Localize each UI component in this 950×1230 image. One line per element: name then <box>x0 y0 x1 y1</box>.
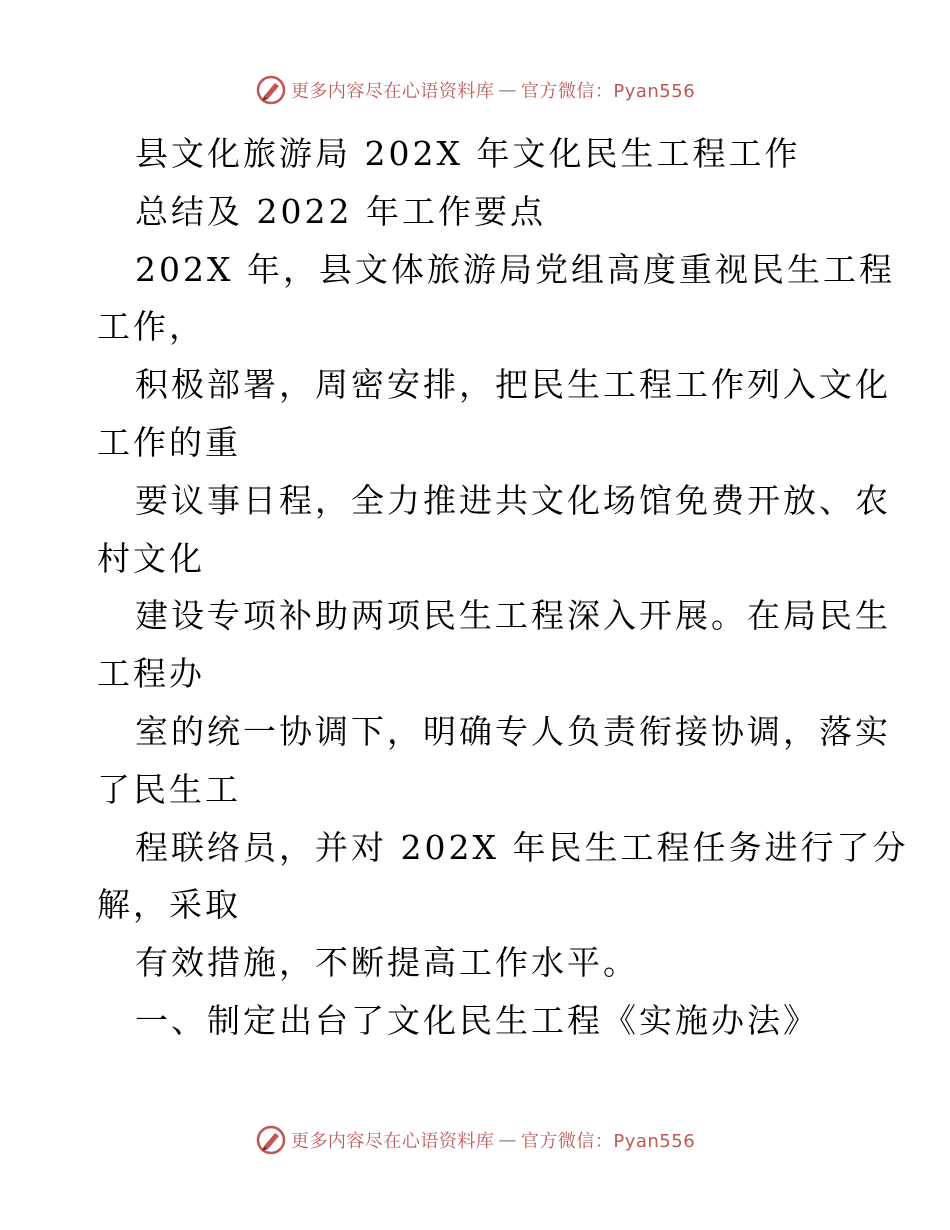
text-line: 县文化旅游局 202X 年文化民生工程工作 <box>135 134 801 173</box>
footer-banner <box>0 1120 950 1160</box>
text-line: 积极部署，周密安排，把民生工程工作列入文化 <box>135 365 891 405</box>
banner-wechat: 官方微信：Pyan556 <box>520 81 696 102</box>
text-line: 工作的重 <box>97 422 241 462</box>
banner-content <box>255 74 695 106</box>
text-line: 程联络员，并对 202X 年民生工程任务进行了分 <box>135 827 909 867</box>
text-line: 村文化 <box>97 538 205 578</box>
text-line: 一、制定出台了文化民生工程《实施办法》 <box>135 1000 819 1040</box>
text-line: 202X 年，县文体旅游局党组高度重视民生工程 <box>135 249 895 289</box>
banner-wechat: 官方微信：Pyan556 <box>520 1131 696 1152</box>
document-body <box>97 125 909 1050</box>
pen-logo-icon <box>255 1124 287 1156</box>
banner-text: 更多内容尽在心语资料库 <box>290 1131 495 1152</box>
text-line: 了民生工 <box>97 769 241 809</box>
text-line: 有效措施，不断提高工作水平。 <box>135 943 639 983</box>
banner-content <box>255 1124 695 1156</box>
banner-separator: — <box>498 1129 517 1151</box>
pen-logo-icon <box>255 74 287 106</box>
banner-text: 更多内容尽在心语资料库 <box>290 81 495 102</box>
text-line: 总结及 2022 年工作要点 <box>135 191 546 231</box>
text-line: 工作， <box>97 307 205 347</box>
text-line: 要议事日程，全力推进共文化场馆免费开放、农 <box>135 480 891 520</box>
text-line: 解，采取 <box>97 885 241 925</box>
text-line: 建设专项补助两项民生工程深入开展。在局民生 <box>135 596 891 636</box>
banner-separator: — <box>498 79 517 101</box>
header-banner <box>0 70 950 110</box>
text-line: 室的统一协调下，明确专人负责衔接协调，落实 <box>135 711 891 751</box>
text-line: 工程办 <box>97 654 205 694</box>
